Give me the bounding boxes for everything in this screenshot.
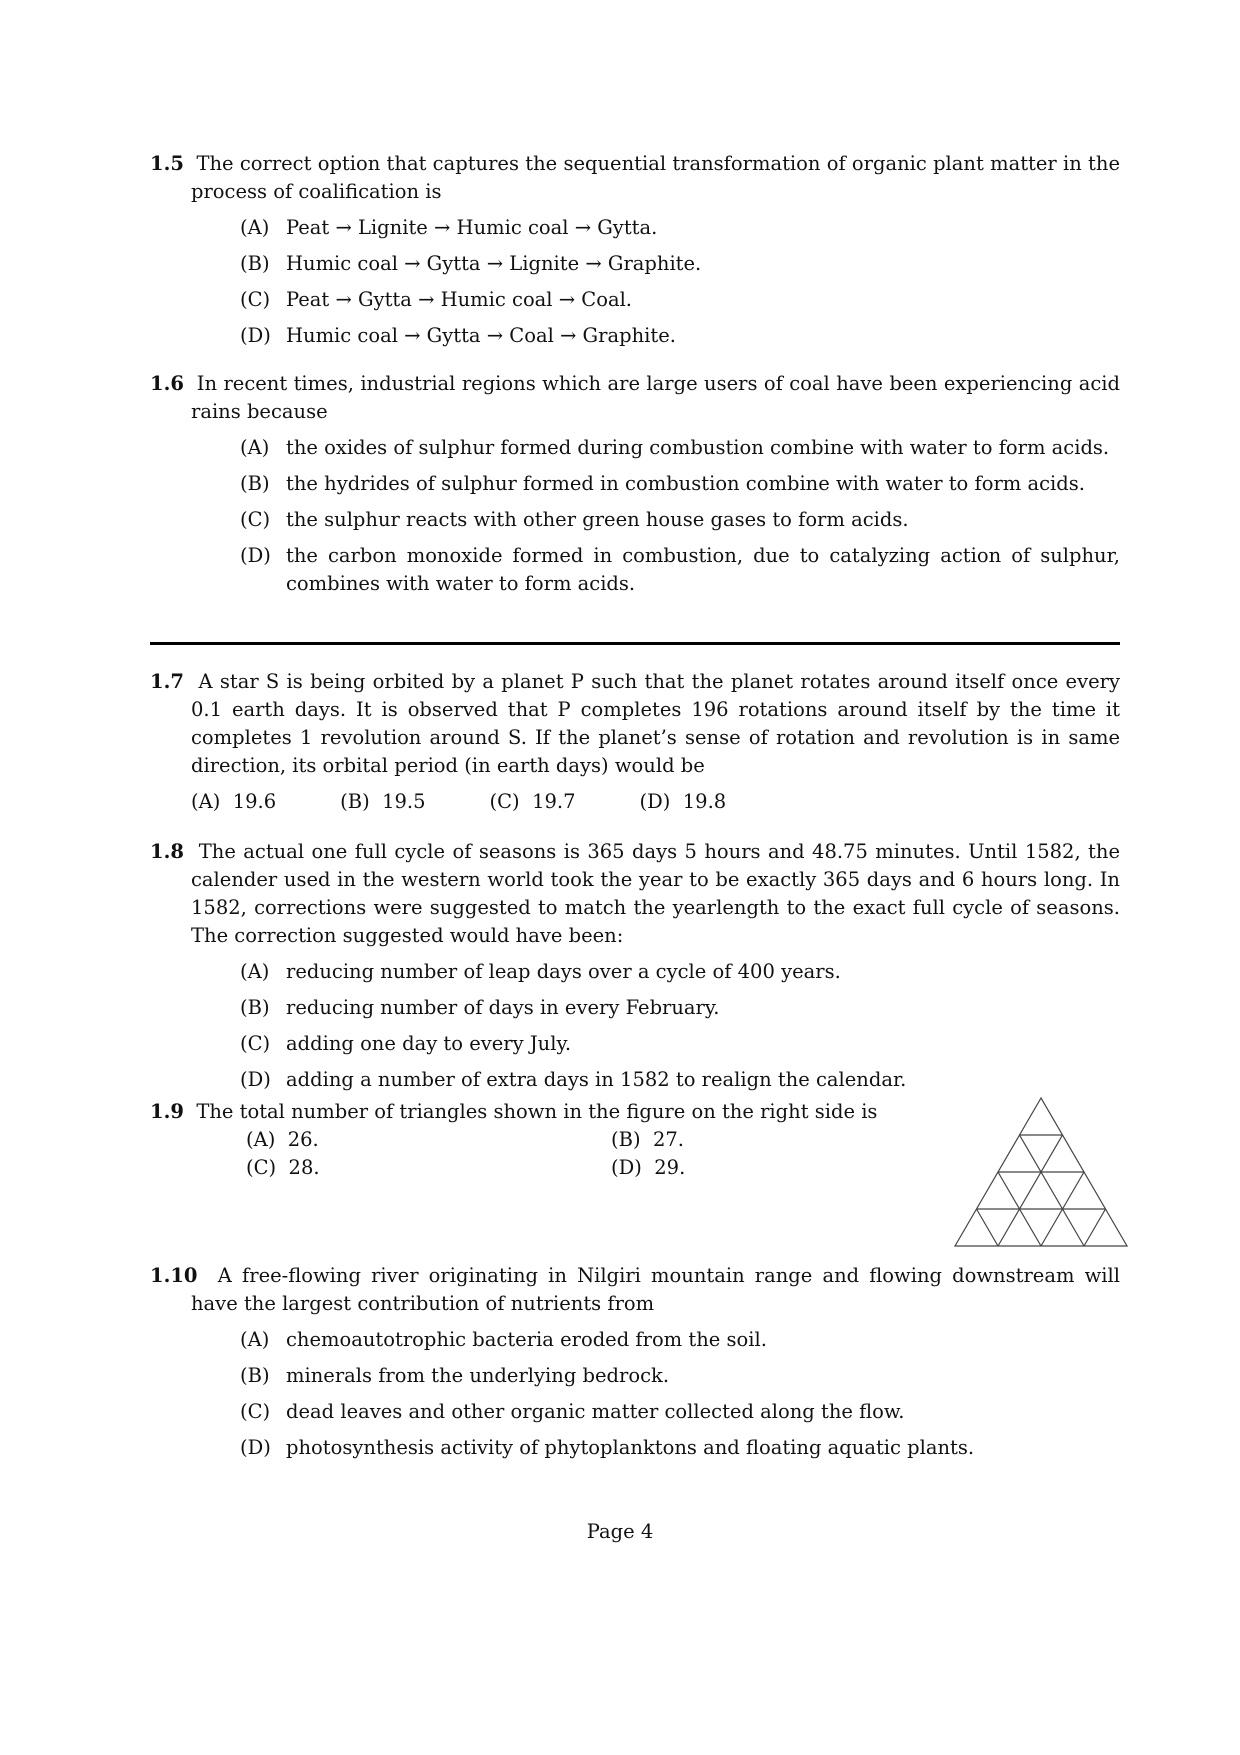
- question-number: 1.8: [150, 840, 184, 863]
- option-label: (A): [240, 216, 270, 239]
- option-d[interactable]: [240, 1434, 1120, 1462]
- option-text: the carbon monoxide formed in combustion, due to catalyzing action of sulphur, combines with water to form acids.: [286, 544, 1120, 595]
- option-c[interactable]: [240, 506, 1120, 534]
- question-number: 1.6: [150, 372, 184, 395]
- question-1-7: [150, 668, 1120, 816]
- option-b[interactable]: [240, 1362, 1120, 1390]
- option-label: (B): [611, 1128, 641, 1151]
- question-stem: In recent times, industrial regions which are large users of coal have been experiencing acid rains because: [191, 372, 1120, 423]
- option-label: (C): [240, 1400, 271, 1423]
- option-text: Humic coal → Gytta → Coal → Graphite.: [286, 324, 676, 347]
- question-number: 1.9: [150, 1100, 184, 1123]
- option-text: 19.5: [382, 790, 426, 813]
- option-d[interactable]: [639, 788, 726, 816]
- question-1-8: [150, 838, 1120, 1102]
- option-label: (D): [240, 1068, 271, 1091]
- diag-left-1: [1020, 1135, 1085, 1246]
- option-text: 29.: [654, 1156, 686, 1179]
- option-label: (B): [340, 790, 370, 813]
- option-c[interactable]: [246, 1154, 611, 1182]
- option-label: (A): [246, 1128, 276, 1151]
- option-list: [246, 1126, 930, 1182]
- option-text: 28.: [288, 1156, 320, 1179]
- triangle-figure: [953, 1096, 1129, 1248]
- option-label: (D): [240, 1436, 271, 1459]
- option-label: (D): [240, 544, 271, 567]
- option-list: [150, 958, 1120, 1094]
- option-text: adding a number of extra days in 1582 to realign the calendar.: [286, 1068, 907, 1091]
- option-text: the sulphur reacts with other green house gases to form acids.: [286, 508, 909, 531]
- option-label: (B): [240, 996, 270, 1019]
- option-label: (B): [240, 1364, 270, 1387]
- option-text: reducing number of leap days over a cycle of 400 years.: [286, 960, 841, 983]
- option-text: photosynthesis activity of phytoplanktons and floating aquatic plants.: [286, 1436, 975, 1459]
- option-a[interactable]: [240, 958, 1120, 986]
- question-stem: The actual one full cycle of seasons is 365 days 5 hours and 48.75 minutes. Until 1582, the calender used in the western world took the year to be exactly 365 days and 6 hours long. In 1582, corrections were suggested to match the yearlength to the exact full cycle of seasons. The correction suggested would have been:: [191, 840, 1120, 947]
- option-label: (C): [240, 288, 271, 311]
- option-b[interactable]: [240, 250, 1120, 278]
- question-1-9: [150, 1098, 930, 1182]
- option-list: [150, 1326, 1120, 1462]
- option-label: (B): [240, 252, 270, 275]
- option-a[interactable]: [240, 434, 1120, 462]
- option-label: (A): [240, 960, 270, 983]
- option-b[interactable]: [611, 1126, 911, 1154]
- option-list: [191, 788, 1120, 816]
- question-number: 1.10: [150, 1264, 198, 1287]
- question-number: 1.5: [150, 152, 184, 175]
- question-1-6: [150, 370, 1120, 606]
- option-a[interactable]: [191, 788, 276, 816]
- option-b[interactable]: [240, 994, 1120, 1022]
- option-list: [150, 434, 1120, 598]
- option-text: 19.8: [682, 790, 727, 813]
- option-d[interactable]: [240, 322, 1120, 350]
- option-text: 19.6: [232, 790, 277, 813]
- option-a[interactable]: [246, 1126, 611, 1154]
- option-text: 19.7: [532, 790, 576, 813]
- option-text: the oxides of sulphur formed during combustion combine with water to form acids.: [286, 436, 1110, 459]
- option-text: Peat → Gytta → Humic coal → Coal.: [286, 288, 633, 311]
- question-1-5: [150, 150, 1120, 358]
- option-a[interactable]: [240, 214, 1120, 242]
- option-text: adding one day to every July.: [286, 1032, 572, 1055]
- option-label: (C): [489, 790, 520, 813]
- diag-right-1: [998, 1135, 1063, 1246]
- option-label: (D): [639, 790, 671, 813]
- question-1-10: [150, 1262, 1120, 1470]
- option-a[interactable]: [240, 1326, 1120, 1354]
- option-list: [150, 214, 1120, 350]
- option-text: minerals from the underlying bedrock.: [286, 1364, 670, 1387]
- option-text: chemoautotrophic bacteria eroded from the soil.: [286, 1328, 767, 1351]
- option-label: (C): [240, 1032, 271, 1055]
- question-number: 1.7: [150, 670, 184, 693]
- diag-right-3: [1084, 1209, 1106, 1246]
- question-stem: A free-flowing river originating in Nilgiri mountain range and flowing downstream will have the largest contribution of nutrients from: [191, 1264, 1120, 1315]
- option-c[interactable]: [490, 788, 576, 816]
- option-label: (D): [611, 1156, 642, 1179]
- option-b[interactable]: [340, 788, 425, 816]
- option-text: 27.: [652, 1128, 684, 1151]
- option-label: (A): [240, 436, 270, 459]
- option-c[interactable]: [240, 1398, 1120, 1426]
- option-d[interactable]: [240, 542, 1120, 598]
- option-label: (B): [240, 472, 270, 495]
- option-label: (A): [191, 790, 221, 813]
- section-divider: [150, 642, 1120, 645]
- option-label: (A): [240, 1328, 270, 1351]
- option-b[interactable]: [240, 470, 1120, 498]
- option-label: (C): [240, 508, 271, 531]
- question-stem: A star S is being orbited by a planet P such that the planet rotates around itself once every 0.1 earth days. It is observed that P completes 196 rotations around itself by the time it completes 1 revolution around S. If the planet’s sense of rotation and revolution is in same direction, its orbital period (in earth days) would be: [191, 670, 1120, 777]
- option-d[interactable]: [240, 1066, 1120, 1094]
- question-stem: The total number of triangles shown in the figure on the right side is: [196, 1100, 878, 1123]
- option-text: Humic coal → Gytta → Lignite → Graphite.: [286, 252, 702, 275]
- option-text: dead leaves and other organic matter collected along the flow.: [286, 1400, 905, 1423]
- option-text: 26.: [287, 1128, 319, 1151]
- option-text: reducing number of days in every February.: [286, 996, 720, 1019]
- option-label: (D): [240, 324, 271, 347]
- diag-left-3: [977, 1209, 999, 1246]
- question-stem: The correct option that captures the sequential transformation of organic plant matter in the process of coalification is: [191, 152, 1120, 203]
- page-number: Page 4: [586, 1520, 654, 1543]
- option-c[interactable]: [240, 1030, 1120, 1058]
- option-text: the hydrides of sulphur formed in combustion combine with water to form acids.: [286, 472, 1085, 495]
- option-text: Peat → Lignite → Humic coal → Gytta.: [286, 216, 658, 239]
- option-d[interactable]: [611, 1154, 911, 1182]
- option-label: (C): [246, 1156, 277, 1179]
- option-c[interactable]: [240, 286, 1120, 314]
